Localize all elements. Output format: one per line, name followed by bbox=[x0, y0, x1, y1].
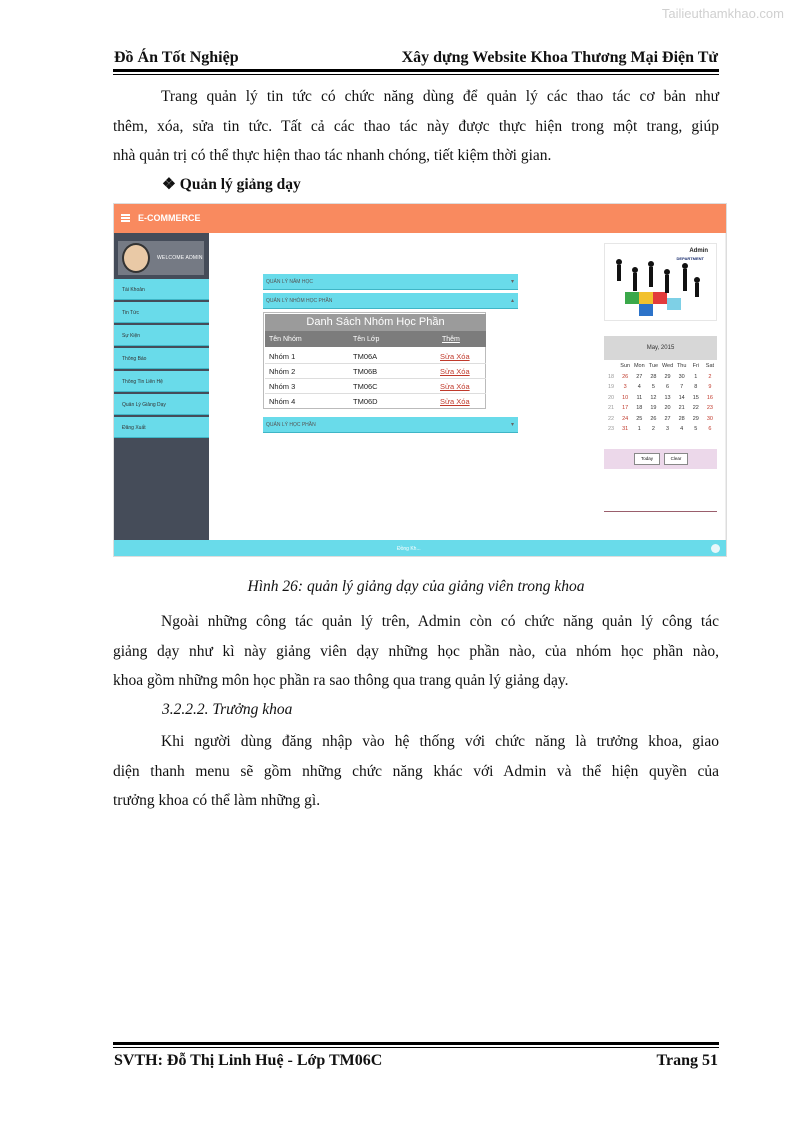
calendar-day[interactable]: 18 bbox=[636, 405, 643, 411]
sidebar-item-notices[interactable]: Thông Báo bbox=[114, 348, 209, 369]
body-paragraph bbox=[113, 727, 719, 816]
add-link[interactable]: Thêm bbox=[442, 336, 460, 343]
welcome-text: WELCOME ADMIN bbox=[157, 255, 203, 261]
week-number: 22 bbox=[608, 415, 615, 422]
accordion-school-year[interactable] bbox=[263, 274, 518, 290]
class-cell: TM06D bbox=[353, 397, 378, 406]
weekday: Mon bbox=[633, 363, 645, 369]
footer-author: SVTH: Đỗ Thị Linh Huệ - Lớp TM06C bbox=[114, 1052, 383, 1069]
weekday: Thu bbox=[676, 363, 687, 369]
department-label: DEPARTMENT bbox=[676, 256, 704, 261]
calendar-week bbox=[604, 384, 717, 395]
paragraph-line: diện thanh menu sẽ gồm những chức năng khác với Admin và thể hiện quyền của bbox=[113, 762, 719, 780]
accordion-label: QUẢN LÝ HỌC PHẦN bbox=[266, 422, 316, 428]
sidebar-item-contact[interactable]: Thông Tin Liên Hệ bbox=[114, 371, 209, 392]
calendar-weekdays bbox=[604, 363, 717, 374]
calendar-day[interactable]: 22 bbox=[692, 405, 699, 411]
calendar-day[interactable]: 27 bbox=[664, 415, 671, 422]
calendar-day[interactable]: 30 bbox=[678, 373, 685, 380]
header-left-title: Đồ Án Tốt Nghiệp bbox=[114, 49, 239, 66]
intro-line: thêm, xóa, sửa tin tức. Tất cả các thao tác này được thực hiện trong một trang, giúp bbox=[113, 117, 719, 135]
calendar-day[interactable]: 10 bbox=[622, 394, 629, 401]
edit-delete-links[interactable]: Sửa Xóa bbox=[440, 382, 470, 391]
profile-box bbox=[118, 241, 204, 275]
calendar-day[interactable]: 1 bbox=[637, 426, 641, 432]
header-rule-thin bbox=[113, 74, 719, 75]
hamburger-icon[interactable] bbox=[121, 214, 130, 222]
edit-delete-links[interactable]: Sửa Xóa bbox=[440, 367, 470, 376]
watermark: Tailieuthamkhao.com bbox=[661, 6, 784, 21]
calendar-day[interactable]: 16 bbox=[706, 394, 713, 401]
calendar-day[interactable]: 17 bbox=[622, 405, 629, 411]
panel-title: Danh Sách Nhóm Học Phần bbox=[265, 314, 486, 331]
calendar-day[interactable]: 2 bbox=[651, 426, 655, 432]
paragraph-line: khoa gồm những môn học phần ra sao thông qua trang quản lý giảng dạy. bbox=[113, 672, 569, 689]
calendar-day[interactable]: 28 bbox=[678, 415, 685, 422]
calendar-day[interactable]: 14 bbox=[678, 394, 685, 401]
calendar-day[interactable]: 5 bbox=[694, 426, 698, 432]
calendar-month[interactable]: May, 2015 bbox=[604, 336, 717, 360]
department-image bbox=[604, 243, 717, 321]
group-cell: Nhóm 4 bbox=[269, 397, 296, 406]
sidebar-item-teaching[interactable]: Quản Lý Giảng Dạy bbox=[114, 394, 209, 415]
sidebar-item-events[interactable]: Sự Kiện bbox=[114, 325, 209, 346]
clear-button[interactable]: Clear bbox=[664, 453, 688, 465]
paragraph-line: Khi người dùng đăng nhập vào hệ thống với chức năng là trưởng khoa, giao bbox=[161, 733, 719, 750]
calendar-day[interactable]: 29 bbox=[664, 373, 671, 380]
divider bbox=[604, 511, 717, 512]
table-row bbox=[265, 378, 486, 394]
calendar-weeks bbox=[604, 374, 717, 437]
accordion-label: QUẢN LÝ NHÓM HỌC PHẦN bbox=[266, 298, 333, 304]
column-header: Tên Lớp bbox=[353, 336, 380, 343]
calendar-day[interactable]: 9 bbox=[708, 384, 712, 390]
calendar-day[interactable]: 12 bbox=[650, 394, 657, 401]
calendar-week bbox=[604, 416, 717, 427]
sidebar-item-news[interactable]: Tin Tức bbox=[114, 302, 209, 323]
calendar-day[interactable]: 26 bbox=[622, 373, 629, 380]
calendar-day[interactable]: 30 bbox=[706, 415, 713, 422]
group-cell: Nhóm 2 bbox=[269, 367, 296, 376]
sidebar bbox=[114, 233, 209, 540]
section-heading: ❖ Quản lý giảng dạy bbox=[162, 176, 301, 193]
intro-line: nhà quản trị có thể thực hiện thao tác nhanh chóng, tiết kiệm thời gian. bbox=[113, 147, 552, 164]
paragraph-line: Ngoài những công tác quản lý trên, Admin còn có chức năng quản lý công tác bbox=[161, 613, 719, 630]
weekday: Tue bbox=[648, 363, 659, 369]
figure-caption: Hình 26: quản lý giảng dạy của giảng viên trong khoa bbox=[247, 578, 585, 595]
calendar-day[interactable]: 23 bbox=[706, 405, 713, 411]
header-rule bbox=[113, 69, 719, 72]
scrollbar[interactable] bbox=[725, 233, 727, 540]
week-number: 20 bbox=[608, 394, 615, 401]
calendar-day[interactable]: 2 bbox=[708, 373, 712, 380]
top-bar bbox=[114, 204, 726, 233]
sidebar-item-accounts[interactable]: Tài Khoản bbox=[114, 279, 209, 300]
calendar-day[interactable]: 4 bbox=[680, 426, 684, 432]
column-header: Tên Nhóm bbox=[269, 336, 302, 343]
class-cell: TM06B bbox=[353, 367, 378, 376]
chevron-down-icon: ▾ bbox=[510, 422, 514, 428]
paragraph-line: trưởng khoa có thể làm những gì. bbox=[113, 792, 321, 809]
chevron-up-icon: ▴ bbox=[510, 298, 514, 304]
weekday bbox=[604, 363, 618, 374]
calendar-day[interactable]: 3 bbox=[666, 426, 670, 432]
class-cell: TM06A bbox=[353, 352, 378, 361]
avatar bbox=[122, 243, 150, 273]
group-cell: Nhóm 3 bbox=[269, 382, 296, 391]
group-cell: Nhóm 1 bbox=[269, 352, 296, 361]
accordion-course-groups[interactable] bbox=[263, 293, 518, 309]
admin-label: Admin bbox=[689, 248, 708, 254]
body-paragraph bbox=[113, 607, 719, 696]
edit-delete-links[interactable]: Sửa Xóa bbox=[440, 397, 470, 406]
calendar-day[interactable]: 1 bbox=[694, 373, 698, 380]
calendar-day[interactable]: 7 bbox=[680, 384, 684, 390]
week-number: 21 bbox=[608, 405, 615, 411]
calendar-day[interactable]: 4 bbox=[637, 384, 641, 390]
page-number: Trang 51 bbox=[656, 1052, 718, 1069]
table-row bbox=[265, 393, 486, 408]
scroll-top-icon[interactable] bbox=[711, 544, 720, 553]
calendar-day[interactable]: 11 bbox=[636, 394, 643, 401]
calendar-day[interactable]: 6 bbox=[708, 426, 712, 432]
calendar-week bbox=[604, 374, 717, 385]
calendar-day[interactable]: 8 bbox=[694, 384, 698, 390]
calendar-footer bbox=[604, 449, 717, 469]
today-button[interactable]: Today bbox=[634, 453, 660, 465]
calendar-day[interactable]: 20 bbox=[664, 405, 671, 411]
paragraph-line: giảng dạy như kì này giảng viên dạy những học phần nào, của nhóm học phần nào, bbox=[113, 642, 719, 660]
accordion-courses[interactable] bbox=[263, 417, 518, 433]
calendar-day[interactable]: 29 bbox=[692, 415, 699, 422]
calendar-week bbox=[604, 395, 717, 406]
calendar-day[interactable]: 25 bbox=[636, 415, 643, 422]
sidebar-item-logout[interactable]: Đăng Xuất bbox=[114, 417, 209, 438]
edit-delete-links[interactable]: Sửa Xóa bbox=[440, 352, 470, 361]
calendar-grid bbox=[604, 363, 717, 437]
calendar-day[interactable]: 26 bbox=[650, 415, 657, 422]
bottom-bar bbox=[114, 540, 726, 557]
week-number: 18 bbox=[608, 373, 615, 380]
header-right-title: Xây dựng Website Khoa Thương Mại Điện Tử bbox=[401, 49, 718, 66]
calendar-week bbox=[604, 426, 717, 437]
accordion-label: QUẢN LÝ NĂM HỌC bbox=[266, 279, 313, 285]
footer-text: Đồng Kh... bbox=[397, 546, 421, 552]
calendar-day[interactable]: 27 bbox=[636, 373, 643, 380]
calendar-week bbox=[604, 405, 717, 416]
calendar-day[interactable]: 28 bbox=[650, 373, 657, 380]
table-header bbox=[265, 331, 486, 347]
calendar-widget bbox=[604, 336, 717, 468]
calendar-day[interactable]: 6 bbox=[666, 384, 670, 390]
calendar-day[interactable]: 3 bbox=[623, 384, 627, 390]
table-row bbox=[265, 363, 486, 379]
calendar-day[interactable]: 21 bbox=[678, 405, 685, 411]
footer-rule bbox=[113, 1042, 719, 1045]
calendar-day[interactable]: 19 bbox=[650, 405, 657, 411]
week-number: 19 bbox=[608, 384, 615, 390]
calendar-day[interactable]: 31 bbox=[622, 426, 629, 432]
calendar-day[interactable]: 5 bbox=[651, 384, 655, 390]
calendar-day[interactable]: 15 bbox=[692, 394, 699, 401]
weekday: Wed bbox=[661, 363, 674, 369]
calendar-day[interactable]: 24 bbox=[622, 415, 629, 422]
footer-rule-thin bbox=[113, 1047, 719, 1048]
weekday: Sat bbox=[705, 363, 715, 369]
class-cell: TM06C bbox=[353, 382, 378, 391]
table-row bbox=[265, 348, 486, 364]
weekday: Fri bbox=[692, 363, 700, 369]
brand-label: E-COMMERCE bbox=[138, 213, 201, 223]
intro-paragraph bbox=[113, 82, 719, 171]
subsection-title: 3.2.2.2. Trưởng khoa bbox=[162, 701, 293, 718]
calendar-day[interactable]: 13 bbox=[664, 394, 671, 401]
admin-screenshot bbox=[113, 203, 727, 557]
weekday: Sun bbox=[620, 363, 631, 369]
intro-line: Trang quản lý tin tức có chức năng dùng để quản lý các thao tác cơ bản như bbox=[161, 88, 719, 105]
chevron-down-icon: ▾ bbox=[510, 279, 514, 285]
week-number: 23 bbox=[608, 426, 615, 432]
course-group-panel bbox=[263, 312, 486, 409]
